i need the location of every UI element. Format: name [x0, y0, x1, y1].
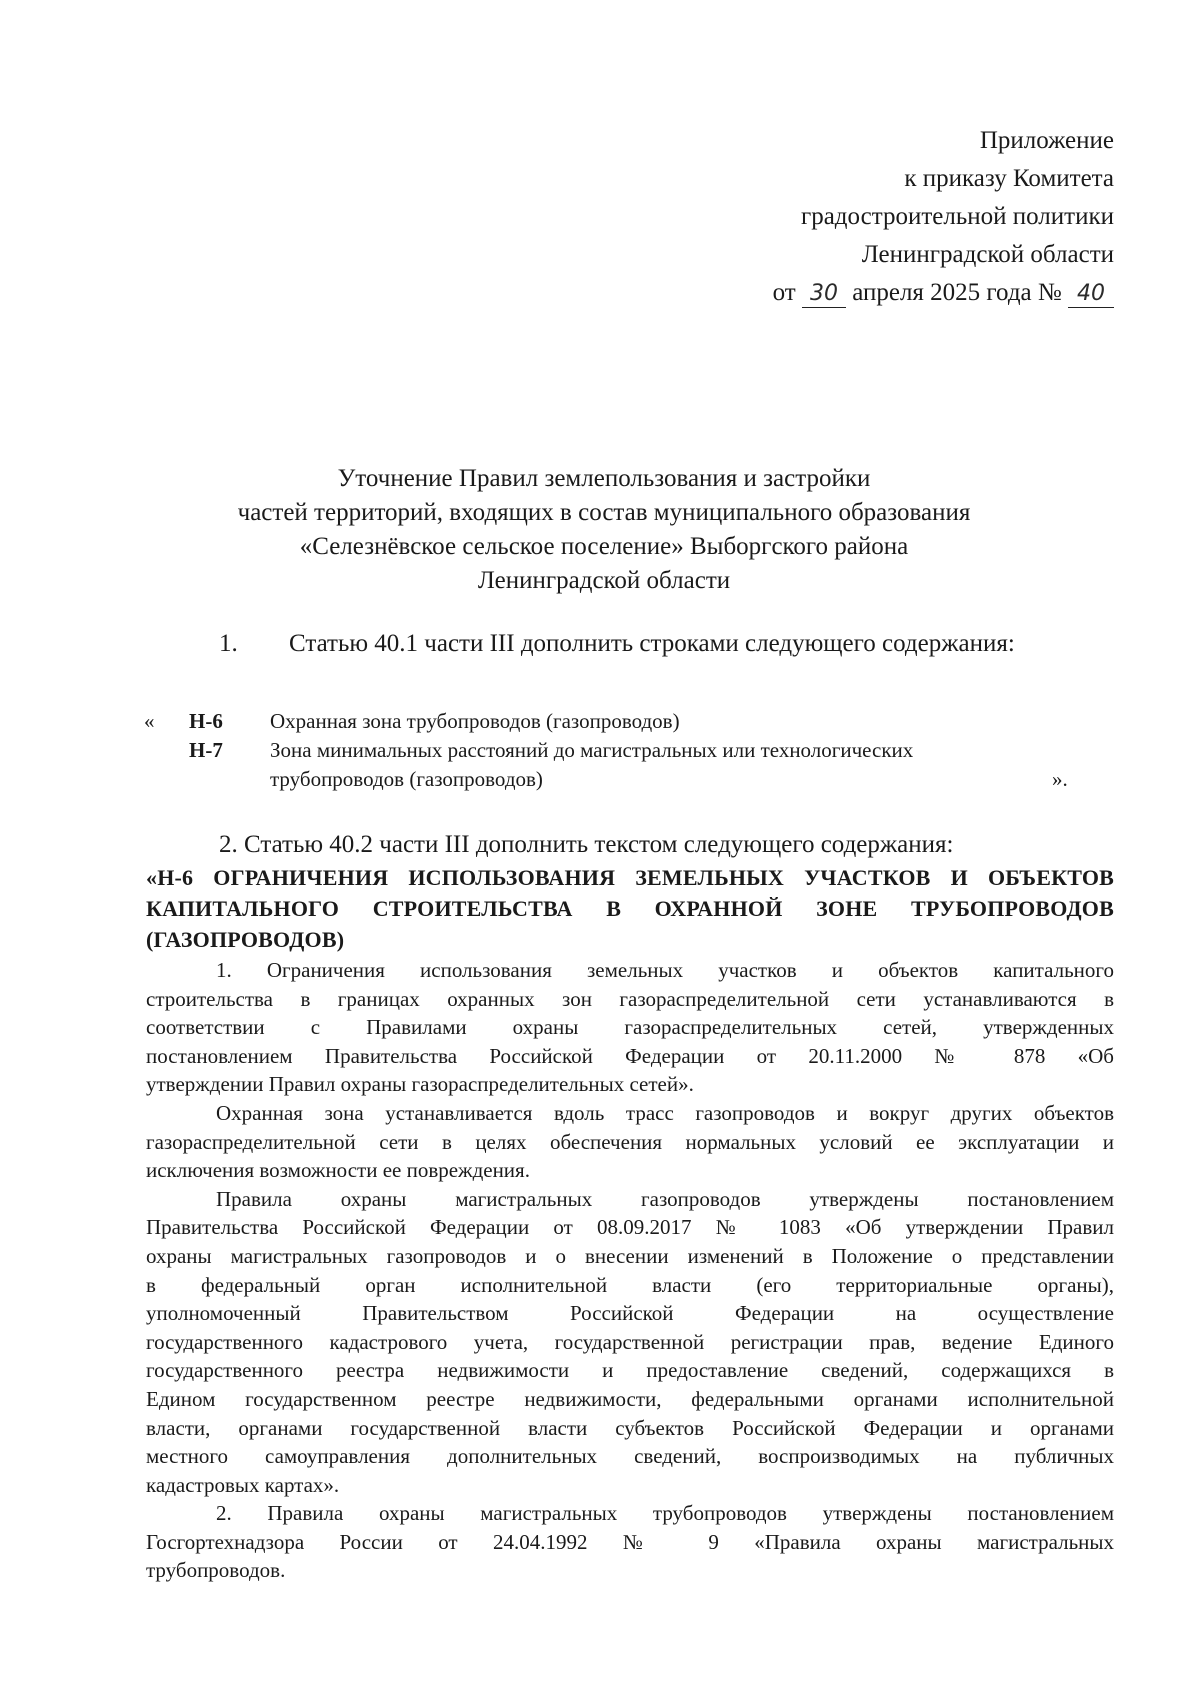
zone-description: Зона минимальных расстояний до магистральных или технологических — [270, 738, 914, 762]
zone-row — [144, 736, 1074, 765]
handwritten-order-number: 40 — [1068, 281, 1114, 308]
paragraph-line: Госгортехнадзора России от 24.04.1992 № 9 «Правила охраны магистральных — [146, 1529, 1114, 1554]
paragraph-line: постановлением Правительства Российской Федерации от 20.11.2000 № 878 «Об — [146, 1043, 1114, 1068]
paragraph-line: соответствии с Правилами охраны газораспределительных сетей, утвержденных — [146, 1015, 1114, 1040]
handwritten-day: 30 — [802, 281, 846, 308]
paragraph-line: строительства в границах охранных зон газораспределительной сети устанавливаются в — [146, 986, 1114, 1011]
paragraph-line: утверждении Правил охраны газораспределительных сетей». — [146, 1072, 694, 1097]
appendix-line-2: к приказу Комитета — [904, 165, 1114, 192]
zone-row — [144, 707, 1074, 736]
paragraph-line: государственного кадастрового учета, государственной регистрации прав, ведение Единого — [146, 1329, 1114, 1354]
paragraph-line: газораспределительной сети в целях обеспечения нормальных условий ее эксплуатации и — [146, 1129, 1114, 1154]
zone-row-continuation — [144, 765, 1074, 794]
document-title — [140, 462, 1068, 598]
body-text — [146, 956, 1114, 1585]
title-line-3: «Селезнёвское сельское поселение» Выборгского района — [299, 533, 909, 560]
paragraph-line: Правительства Российской Федерации от 08.09.2017 № 1083 «Об утверждении Правил — [146, 1215, 1114, 1240]
paragraph-line: трубопроводов. — [146, 1558, 286, 1583]
zone-code: Н-7 — [189, 738, 223, 762]
paragraph-line: 1. Ограничения использования земельных участков и объектов капитального — [216, 958, 1114, 982]
item-1 — [219, 627, 1119, 661]
paragraph-line: государственного реестра недвижимости и предоставление сведений, содержащихся в — [146, 1358, 1114, 1383]
title-line-4: Ленинградской области — [477, 567, 731, 594]
heading-line-3: (ГАЗОПРОВОДОВ) — [146, 927, 345, 952]
paragraph-line: охраны магистральных газопроводов и о внесении изменений в Положение о представлении — [146, 1243, 1114, 1268]
zone-code: Н-6 — [189, 709, 223, 733]
paragraph-line: исключения возможности ее повреждения. — [146, 1158, 530, 1183]
heading-line-1: «Н-6 ОГРАНИЧЕНИЯ ИСПОЛЬЗОВАНИЯ ЗЕМЕЛЬНЫХ УЧАСТКОВ И ОБЪЕКТОВ — [146, 865, 1114, 890]
section-heading — [146, 862, 1114, 955]
open-quote: « — [144, 709, 155, 733]
item-1-text: Статью 40.1 части III дополнить строками следующего содержания: — [289, 630, 1015, 657]
date-middle: апреля 2025 года № — [852, 279, 1062, 306]
paragraph-line: местного самоуправления дополнительных сведений, воспроизводимых на публичных — [146, 1444, 1114, 1469]
title-line-2: частей территорий, входящих в состав муниципального образования — [237, 499, 971, 526]
date-prefix: от — [772, 279, 796, 306]
zone-codes-list — [144, 707, 1074, 794]
paragraph-line: Едином государственном реестре недвижимости, федеральными органами исполнительной — [146, 1386, 1114, 1411]
item-1-number: 1. — [219, 630, 238, 657]
appendix-date-line — [554, 274, 1114, 312]
appendix-line-1: Приложение — [979, 127, 1114, 154]
appendix-header — [554, 122, 1114, 312]
zone-description: Охранная зона трубопроводов (газопроводов) — [270, 709, 680, 733]
zone-description-continued: трубопроводов (газопроводов) — [270, 767, 543, 791]
paragraph-line: власти, органами государственной власти субъектов Российской Федерации и органами — [146, 1415, 1114, 1440]
paragraph-line: Охранная зона устанавливается вдоль трасс газопроводов и вокруг других объектов — [216, 1100, 1114, 1125]
paragraph-line: 2. Правила охраны магистральных трубопроводов утверждены постановлением — [216, 1501, 1114, 1526]
paragraph-line: Правила охраны магистральных газопроводов утверждены постановлением — [216, 1186, 1114, 1211]
item-2: 2. Статью 40.2 части III дополнить текстом следующего содержания: — [219, 831, 954, 858]
appendix-line-3: градостроительной политики — [800, 203, 1114, 230]
appendix-line-4: Ленинградской области — [861, 241, 1114, 268]
paragraph-line: в федеральный орган исполнительной власти (его территориальные органы), — [146, 1272, 1114, 1297]
title-line-1: Уточнение Правил землепользования и застройки — [337, 465, 871, 492]
paragraph-line: кадастровых картах». — [146, 1472, 340, 1497]
paragraph-line: уполномоченный Правительством Российской Федерации на осуществление — [146, 1301, 1114, 1326]
close-quote: ». — [1052, 767, 1068, 791]
heading-line-2: КАПИТАЛЬНОГО СТРОИТЕЛЬСТВА В ОХРАННОЙ ЗОНЕ ТРУБОПРОВОДОВ — [146, 896, 1114, 921]
